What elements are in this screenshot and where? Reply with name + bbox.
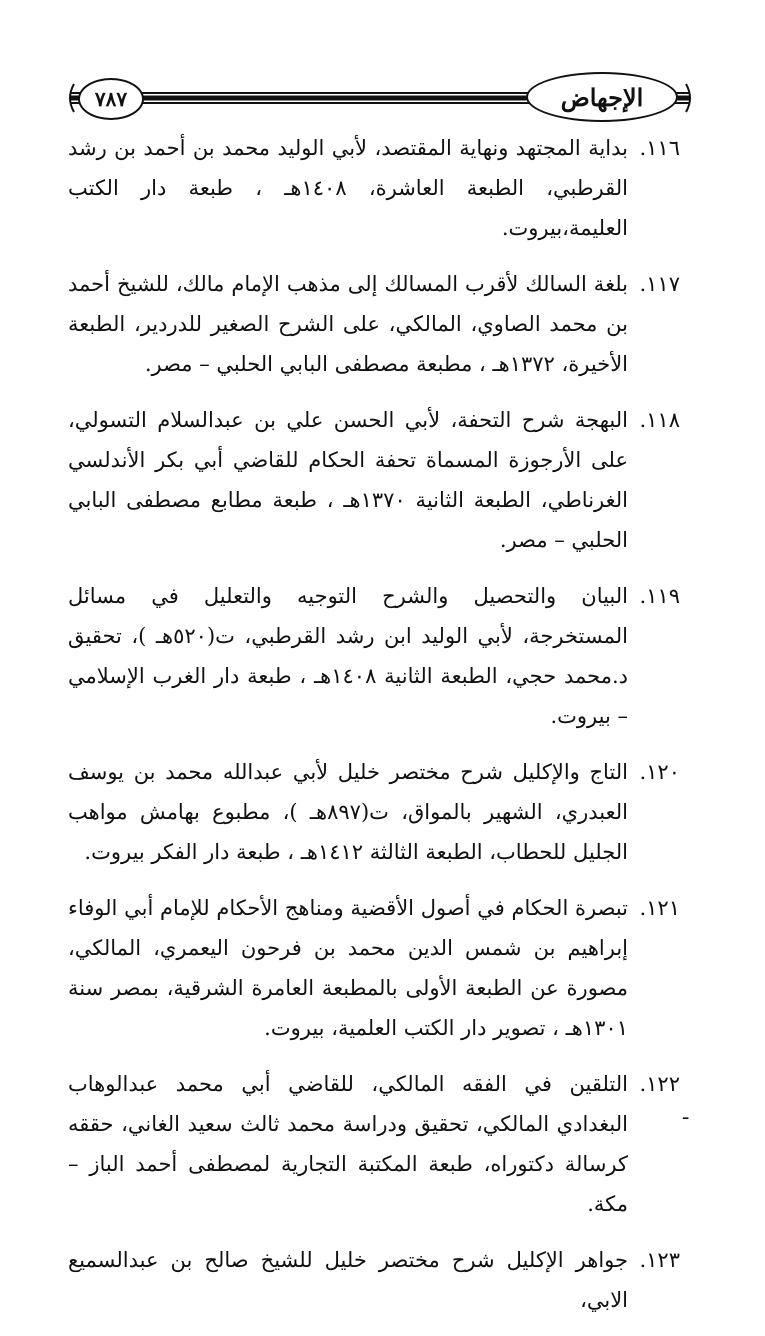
page-header — [0, 0, 765, 130]
bibliography-list — [68, 128, 680, 1336]
entry-text: التلقين في الفقه المالكي، للقاضي أبي محمد عبدالوهاب البغدادي المالكي، تحقيق ودراسة محمد ثالث سعيد الغاني، حققه كرسالة دكتوراه، طبعة المكتبة التجارية لمصطفى أحمد الباز – مكة. — [68, 1072, 628, 1216]
entry-text: البيان والتحصيل والشرح التوجيه والتعليل في مسائل المستخرجة، لأبي الوليد ابن رشد القرطبي، ت(٥٢٠هـ )، تحقيق د.محمد حجي، الطبعة الثانية ١٤٠٨هـ ، طبعة دار الغرب الإسلامي – بيروت. — [68, 584, 629, 728]
entry-text: بلغة السالك لأقرب المسالك إلى مذهب الإمام مالك، للشيخ أحمد بن محمد الصاوي، المالكي، على الشرح الصغير للدردير، الطبعة الأخيرة، ١٣٧٢هـ ، مطبعة مصطفى البابي الحلبي – مصر. — [68, 272, 628, 376]
entry-text: التاج والإكليل شرح مختصر خليل لأبي عبدالله محمد بن يوسف العبدري، الشهير بالمواق، ت(٨٩٧هـ )، مطبوع بهامش مواهب الجليل للحطاب، الطبعة الثالثة ١٤١٢هـ ، طبعة دار الفكر بيروت. — [68, 760, 628, 864]
entry-number: ١٢٠. — [639, 760, 680, 784]
list-item — [68, 576, 680, 736]
entry-text: البهجة شرح التحفة، لأبي الحسن علي بن عبدالسلام التسولي، على الأرجوزة المسماة تحفة الحكام للقاضي أبي بكر الأندلسي الغرناطي، الطبعة الثانية ١٣٧٠هـ ، طبعة مطابع مصطفى البابي الحلبي – مصر. — [68, 408, 628, 552]
page-number: ٧٨٧ — [78, 78, 144, 120]
chapter-title: الإجهاض — [526, 72, 678, 122]
list-item — [68, 752, 680, 872]
entry-number: ١١٦. — [639, 136, 680, 160]
entry-number: ١١٧. — [639, 272, 680, 296]
list-item — [68, 1064, 680, 1224]
entry-text: جواهر الإكليل شرح مختصر خليل للشيخ صالح بن عبدالسميع الابي، — [68, 1248, 628, 1312]
entry-number: ١٢٣. — [639, 1248, 680, 1272]
entry-text: تبصرة الحكام في أصول الأقضية ومناهج الأحكام للإمام أبي الوفاء إبراهيم بن شمس الدين محمد بن فرحون اليعمري، المالكي، مصورة عن الطبعة الأولى بالمطبعة العامرة الشرقية، بمصر سنة ١٣٠١هـ ، تصوير دار الكتب العلمية، بيروت. — [68, 896, 628, 1040]
list-item — [68, 888, 680, 1048]
list-item — [68, 1240, 680, 1320]
margin-mark: ـ — [683, 1103, 689, 1124]
entry-number: ١٢١. — [639, 896, 680, 920]
list-item — [68, 264, 680, 384]
entry-number: ١٢٢. — [639, 1072, 680, 1096]
entry-number: ١١٩. — [639, 584, 680, 608]
list-item — [68, 400, 680, 560]
list-item — [68, 128, 680, 248]
entry-text: بداية المجتهد ونهاية المقتصد، لأبي الوليد محمد بن أحمد بن رشد القرطبي، الطبعة العاشرة، ١٤٠٨هـ ، طبعة دار الكتب العليمة،بيروت. — [68, 136, 628, 240]
entry-number: ١١٨. — [639, 408, 680, 432]
